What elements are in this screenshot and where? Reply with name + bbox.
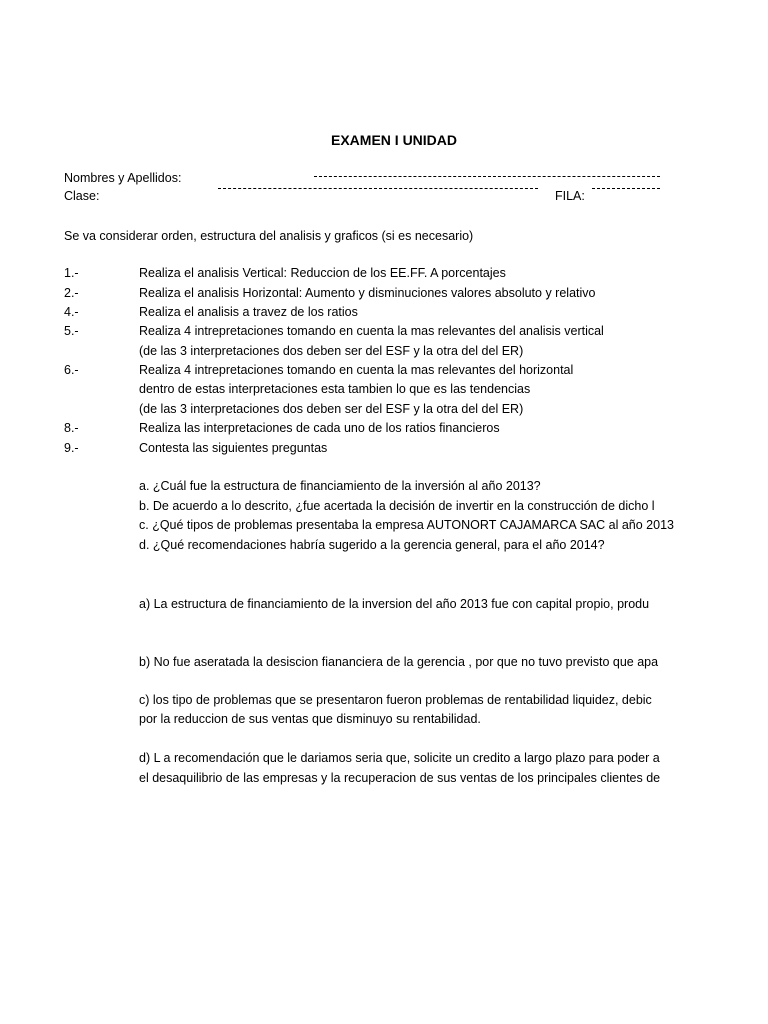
item-number: 8.- xyxy=(64,421,79,435)
item-text: Realiza 4 intrepretaciones tomando en cuenta la mas relevantes del horizontal xyxy=(139,363,574,377)
class-blank-line xyxy=(218,188,538,189)
item-number: 4.- xyxy=(64,305,79,319)
item-number: 1.- xyxy=(64,266,79,280)
row-label: FILA: xyxy=(555,189,585,203)
class-label: Clase: xyxy=(64,189,100,203)
item-text: Realiza las interpretaciones de cada uno de los ratios financieros xyxy=(139,421,500,435)
item-text: (de las 3 interpretaciones dos deben ser del ESF y la otra del del ER) xyxy=(139,344,524,358)
answer-d: d) L a recomendación que le dariamos seria que, solicite un credito a largo plazo para poder a xyxy=(139,751,660,765)
question-c: c. ¿Qué tipos de problemas presentaba la empresa AUTONORT CAJAMARCA SAC al año 2013 xyxy=(139,518,674,532)
question-b: b. De acuerdo a lo descrito, ¿fue acertada la decisión de invertir en la construcción de dicho l xyxy=(139,499,655,513)
answer-d-continued: el desaquilibrio de las empresas y la recuperacion de sus ventas de los principales clientes de xyxy=(139,771,661,785)
row-blank-line xyxy=(592,188,660,189)
item-text: (de las 3 interpretaciones dos deben ser del ESF y la otra del del ER) xyxy=(139,402,524,416)
item-number: 2.- xyxy=(64,286,79,300)
item-text: Realiza el analisis Horizontal: Aumento y disminuciones valores absoluto y relativo xyxy=(139,286,596,300)
item-number: 9.- xyxy=(64,441,79,455)
answer-a: a) La estructura de financiamiento de la inversion del año 2013 fue con capital propio, produ xyxy=(139,597,650,611)
name-blank-line xyxy=(314,176,660,177)
answer-c-continued: por la reduccion de sus ventas que disminuyo su rentabilidad. xyxy=(139,712,481,726)
item-text: Realiza el analisis a travez de los ratios xyxy=(139,305,358,319)
item-number: 6.- xyxy=(64,363,79,377)
answer-b: b) No fue aseratada la desiscion fiananciera de la gerencia , por que no tuvo previsto que apa xyxy=(139,655,659,669)
item-text: Contesta las siguientes preguntas xyxy=(139,441,328,455)
item-text: Realiza el analisis Vertical: Reduccion de los EE.FF. A porcentajes xyxy=(139,266,506,280)
item-text: dentro de estas interpretaciones esta tambien lo que es las tendencias xyxy=(139,382,531,396)
page-title: EXAMEN I UNIDAD xyxy=(331,132,458,148)
question-a: a. ¿Cuál fue la estructura de financiamiento de la inversión al año 2013? xyxy=(139,479,541,493)
question-d: d. ¿Qué recomendaciones habría sugerido a la gerencia general, para el año 2014? xyxy=(139,538,605,552)
name-label: Nombres y Apellidos: xyxy=(64,171,182,185)
intro-text: Se va considerar orden, estructura del analisis y graficos (si es necesario) xyxy=(64,229,474,243)
answer-c: c) los tipo de problemas que se presentaron fueron problemas de rentabilidad liquidez, debic xyxy=(139,693,652,707)
item-text: Realiza 4 intrepretaciones tomando en cuenta la mas relevantes del analisis vertical xyxy=(139,324,604,338)
item-number: 5.- xyxy=(64,324,79,338)
